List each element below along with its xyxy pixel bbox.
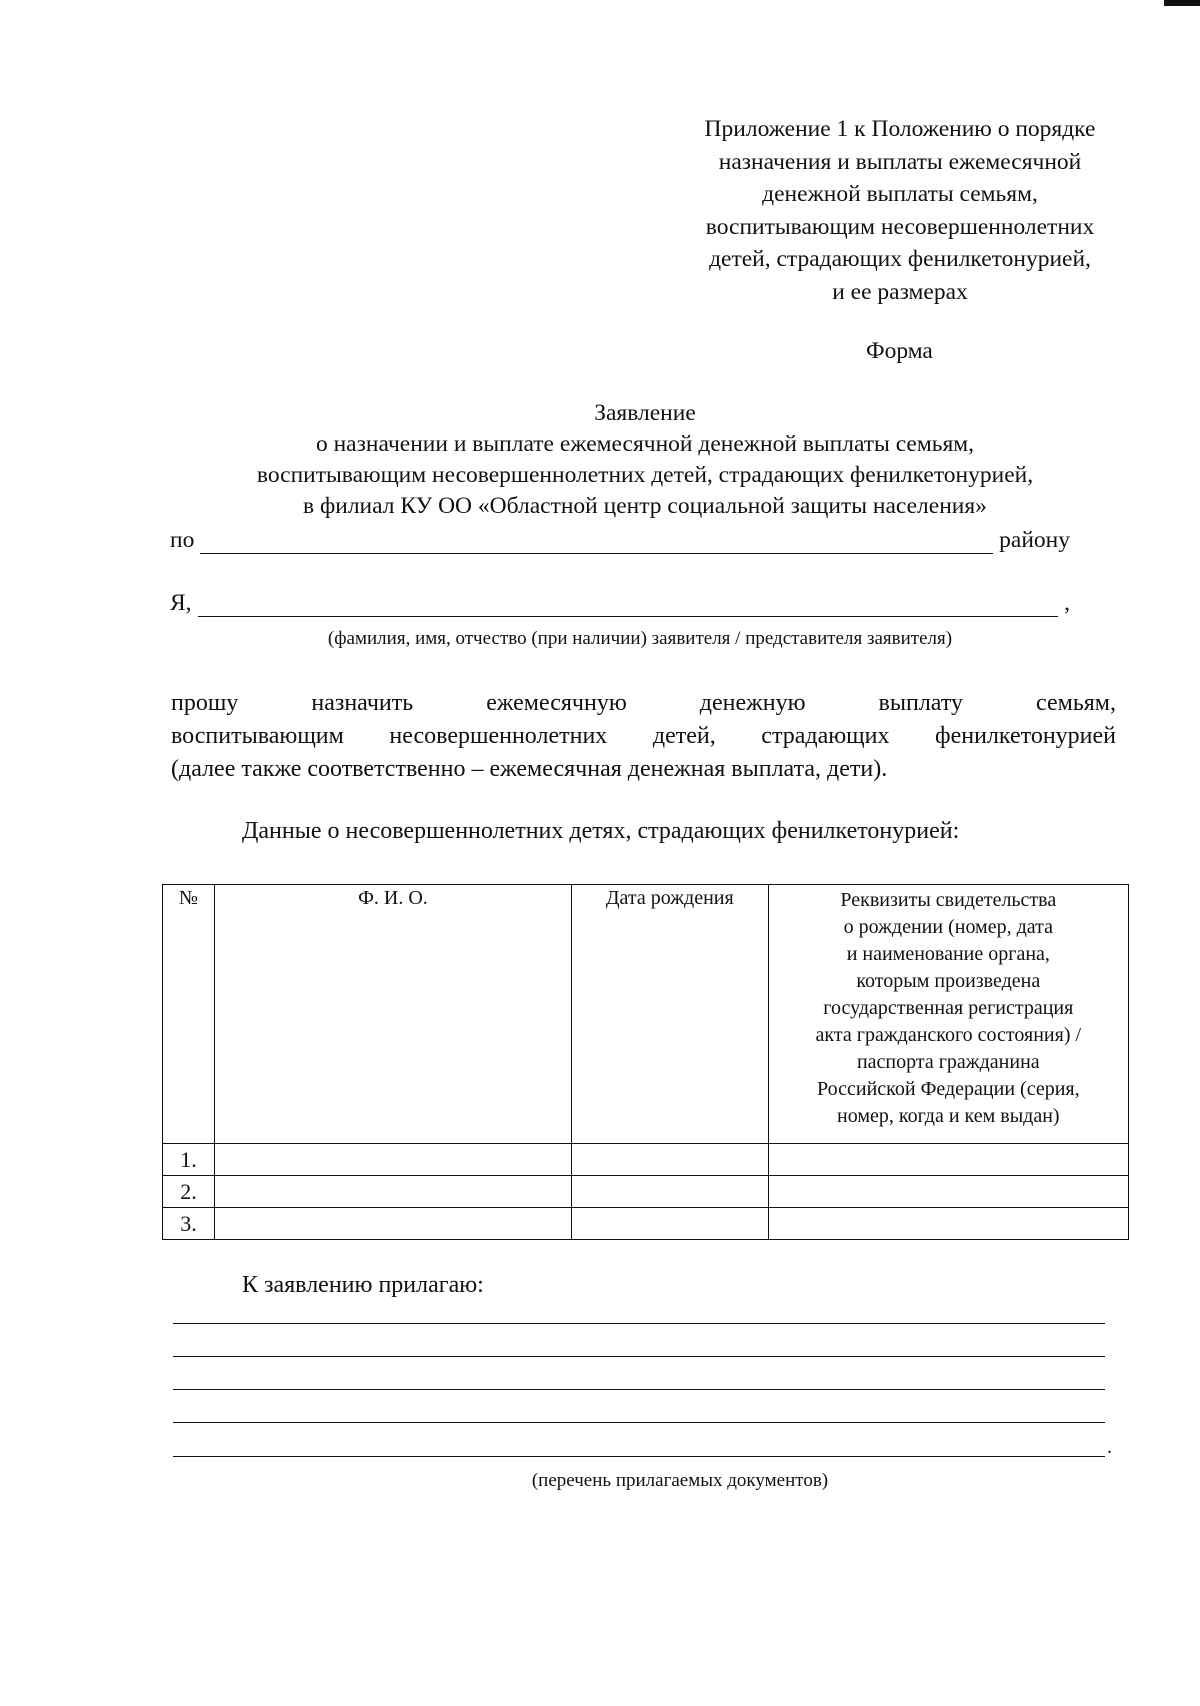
row-fio-cell[interactable] <box>214 1144 571 1176</box>
district-row <box>170 527 1070 554</box>
header-num: № <box>163 885 215 1144</box>
header-requisites-line: Реквизиты свидетельства <box>840 889 1057 911</box>
row-requisites-cell[interactable] <box>768 1176 1128 1208</box>
header-requisites-line: паспорта гражданина <box>856 1051 1040 1073</box>
attachment-line[interactable] <box>173 1356 1105 1357</box>
header-requisites-line: акта гражданского состояния) / <box>815 1024 1082 1046</box>
corner-mark <box>1164 0 1200 6</box>
row-num: 2. <box>163 1176 215 1208</box>
header-requisites-line: о рождении (номер, дата <box>843 916 1053 938</box>
appendix-reference <box>640 113 1160 308</box>
row-requisites-cell[interactable] <box>768 1208 1128 1240</box>
header-requisites-line: которым произведена <box>856 970 1041 992</box>
attachment-end-mark: . <box>1107 1436 1112 1458</box>
request-paragraph <box>171 687 1116 786</box>
application-heading <box>150 398 1140 522</box>
row-birth-date-cell[interactable] <box>571 1208 768 1240</box>
applicant-suffix: , <box>1064 590 1070 616</box>
applicant-row <box>170 590 1070 617</box>
table-row <box>163 1176 1129 1208</box>
row-num: 1. <box>163 1144 215 1176</box>
heading-line: о назначении и выплате ежемесячной денежной выплаты семьям, <box>315 431 975 457</box>
request-line: прошу назначить ежемесячную денежную выплату семьям, <box>171 690 1116 716</box>
heading-line: воспитывающим несовершеннолетних детей, страдающих фенилкетонурией, <box>256 462 1034 488</box>
attachments-title: К заявлению прилагаю: <box>242 1272 484 1298</box>
table-header-row <box>163 885 1129 1144</box>
form-label: Форма <box>866 338 933 364</box>
appendix-line: детей, страдающих фенилкетонурией, <box>709 246 1091 272</box>
table-row <box>163 1208 1129 1240</box>
row-birth-date-cell[interactable] <box>571 1176 768 1208</box>
applicant-caption: (фамилия, имя, отчество (при наличии) заявителя / представителя заявителя) <box>327 628 953 649</box>
appendix-line: денежной выплаты семьям, <box>762 181 1038 207</box>
district-prefix: по <box>170 527 195 553</box>
row-fio-cell[interactable] <box>214 1176 571 1208</box>
attachment-line[interactable] <box>173 1422 1105 1423</box>
district-field[interactable] <box>200 531 993 554</box>
header-requisites-line: государственная регистрация <box>823 997 1074 1019</box>
heading-title: Заявление <box>594 400 696 426</box>
appendix-line: назначения и выплаты ежемесячной <box>718 148 1082 175</box>
header-requisites <box>768 885 1128 1144</box>
header-requisites-line: Российской Федерации (серия, <box>817 1078 1080 1100</box>
applicant-name-field[interactable] <box>198 594 1059 617</box>
row-num: 3. <box>163 1208 215 1240</box>
table-row <box>163 1144 1129 1176</box>
row-fio-cell[interactable] <box>214 1208 571 1240</box>
header-birth-date: Дата рождения <box>571 885 768 1144</box>
heading-line: в филиал КУ ОО «Областной центр социальной защиты населения» <box>303 493 987 519</box>
row-birth-date-cell[interactable] <box>571 1144 768 1176</box>
children-table <box>162 884 1129 1240</box>
request-line: воспитывающим несовершеннолетних детей, страдающих фенилкетонурией <box>171 723 1116 749</box>
row-requisites-cell[interactable] <box>768 1144 1128 1176</box>
attachments-caption: (перечень прилагаемых документов) <box>531 1470 829 1491</box>
appendix-line: Приложение 1 к Положению о порядке <box>704 116 1096 142</box>
header-fio: Ф. И. О. <box>214 885 571 1144</box>
applicant-prefix: Я, <box>170 590 192 616</box>
header-requisites-line: и наименование органа, <box>846 943 1050 965</box>
attachment-line[interactable] <box>173 1323 1105 1324</box>
attachment-line[interactable] <box>173 1456 1105 1457</box>
district-suffix: району <box>999 527 1070 553</box>
appendix-line: и ее размерах <box>832 278 968 305</box>
attachment-line[interactable] <box>173 1389 1105 1390</box>
children-table-title: Данные о несовершеннолетних детях, страдающих фенилкетонурией: <box>242 818 960 844</box>
request-line: (далее также соответственно – ежемесячная денежная выплата, дети). <box>171 756 888 782</box>
header-requisites-line: номер, когда и кем выдан) <box>837 1105 1060 1127</box>
appendix-line: воспитывающим несовершеннолетних <box>705 213 1095 240</box>
